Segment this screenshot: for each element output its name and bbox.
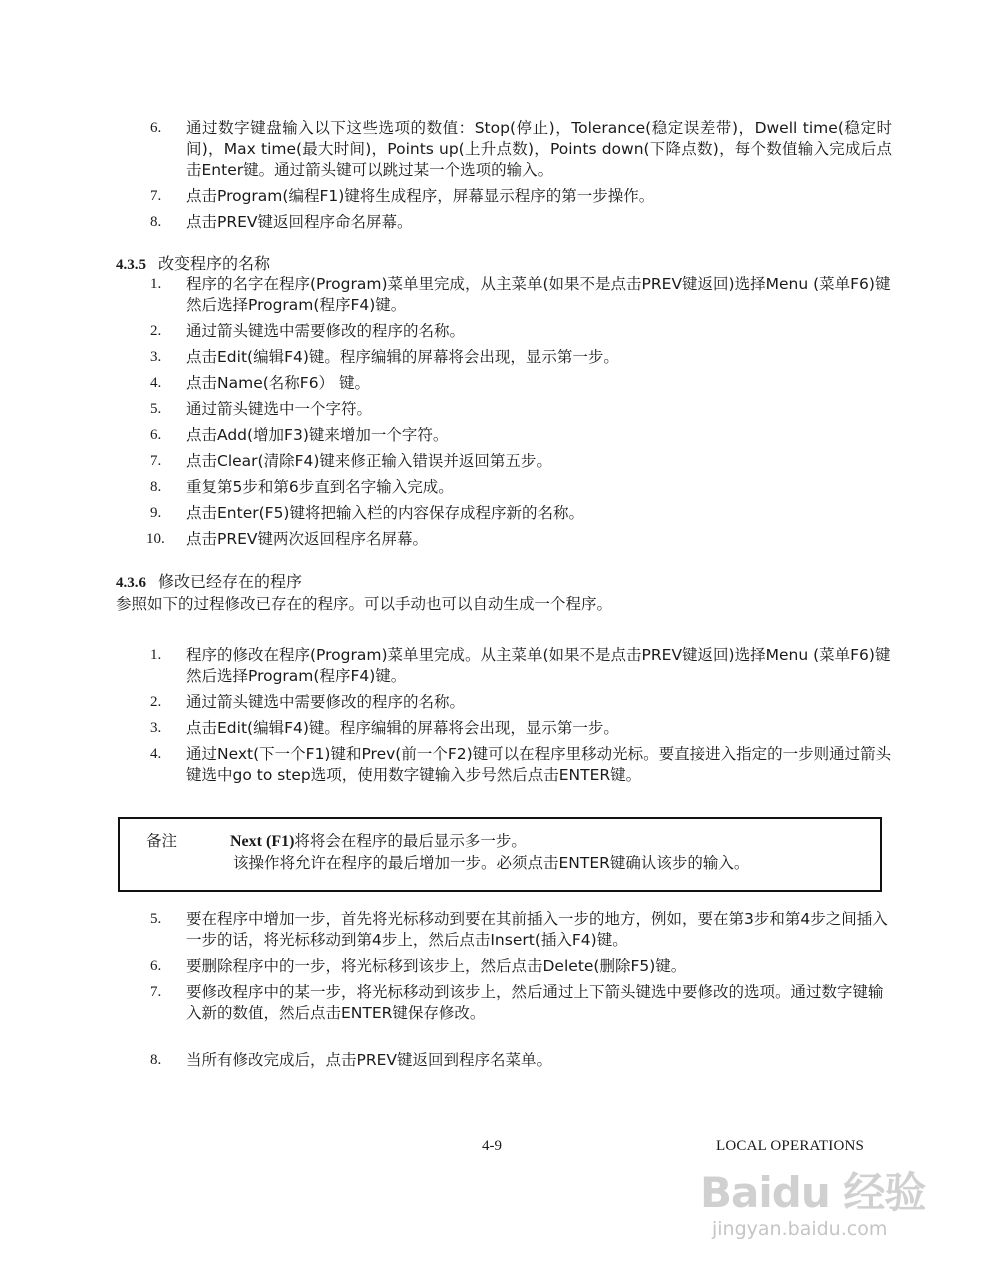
list-item [0, 718, 989, 739]
item-text: 要删除程序中的一步，将光标移到该步上，然后点击Delete(删除F5)键。 [186, 957, 687, 975]
item-number: 5. [150, 911, 162, 927]
item-number: 2. [150, 694, 162, 710]
list-item [0, 645, 989, 687]
item-text: 点击Enter(F5)键将把输入栏的内容保存成程序新的名称。 [186, 504, 584, 522]
item-number: 3. [150, 720, 162, 736]
item-text: 程序的名字在程序(Program)菜单里完成，从主菜单(如果不是点击PREV键返回)选择Menu (菜单F6)键然后选择Program(程序F4)键。 [186, 275, 891, 314]
section-intro: 参照如下的过程修改已存在的程序。可以手动也可以自动生成一个程序。 [116, 595, 613, 613]
item-number: 1. [150, 647, 162, 663]
list-item [0, 321, 989, 342]
item-number: 8. [150, 214, 162, 230]
section-number: 4.3.6 [116, 575, 146, 591]
section-heading-435 [116, 253, 270, 276]
item-number: 6. [150, 120, 162, 136]
item-text: 当所有修改完成后，点击PREV键返回到程序名菜单。 [186, 1051, 553, 1069]
note-box [118, 817, 882, 892]
item-text: 程序的修改在程序(Program)菜单里完成。从主菜单(如果不是点击PREV键返回)选择Menu (菜单F6)键然后选择Program(程序F4)键。 [186, 646, 891, 685]
item-text: 点击Program(编程F1)键将生成程序，屏幕显示程序的第一步操作。 [186, 187, 655, 205]
list-436-a [0, 645, 989, 791]
item-number: 5. [150, 401, 162, 417]
list-item [0, 186, 989, 207]
item-text: 点击Clear(清除F4)键来修正输入错误并返回第五步。 [186, 452, 552, 470]
chapter-title: LOCAL OPERATIONS [716, 1138, 865, 1154]
item-text: 通过Next(下一个F1)键和Prev(前一个F2)键可以在程序里移动光标。要直接进入指定的一步则通过箭头键选中go to step选项，使用数字键输入步号然后点击ENTER键。 [186, 745, 892, 784]
note-text-1: 将将会在程序的最后显示多一步。 [294, 832, 527, 850]
item-number: 3. [150, 349, 162, 365]
list-item [0, 477, 989, 498]
item-text: 通过箭头键选中一个字符。 [186, 400, 373, 418]
page-number: 4-9 [482, 1138, 502, 1154]
note-key: Next (F1) [230, 833, 295, 850]
note-label: 备注 [146, 832, 178, 850]
section-title: 改变程序的名称 [158, 254, 271, 273]
section-heading-436 [116, 571, 302, 594]
list-item [0, 529, 989, 550]
item-text: 重复第5步和第6步直到名字输入完成。 [186, 478, 454, 496]
item-number: 6. [150, 427, 162, 443]
item-number: 10. [146, 531, 165, 547]
item-text: 点击Name(名称F6） 键。 [186, 374, 370, 392]
item-number: 6. [150, 958, 162, 974]
item-text: 要在程序中增加一步，首先将光标移动到要在其前插入一步的地方，例如，要在第3步和第4步之间插入一步的话，将光标移动到第4步上，然后点击Insert(插入F4)键。 [186, 910, 888, 949]
list-435 [0, 274, 989, 555]
item-number: 1. [150, 276, 162, 292]
item-number: 4. [150, 746, 162, 762]
note-line-2: 该操作将允许在程序的最后增加一步。必须点击ENTER键确认该步的输入。 [233, 854, 750, 872]
section-number: 4.3.5 [116, 257, 146, 273]
baidu-watermark [700, 1160, 940, 1260]
list-item [0, 347, 989, 368]
note-line-1 [230, 829, 527, 851]
list-item [0, 451, 989, 472]
item-number: 2. [150, 323, 162, 339]
section-title: 修改已经存在的程序 [158, 572, 303, 591]
list-436-c [0, 1050, 989, 1076]
item-number: 9. [150, 505, 162, 521]
list-item [0, 692, 989, 713]
list-item [0, 425, 989, 446]
list-item [0, 956, 989, 977]
item-text: 通过数字键盘输入以下这些选项的数值：Stop(停止)，Tolerance(稳定误差带)，Dwell time(稳定时间)，Max time(最大时间)，Points up(上升点数)，Points down(下降点数)，每个数值输入完成后点击Enter键。通过箭头键可以跳过某一个选项的输入。 [186, 119, 892, 179]
item-number: 7. [150, 453, 162, 469]
list-item [0, 503, 989, 524]
list-item [0, 274, 989, 316]
list-item [0, 373, 989, 394]
item-text: 点击Edit(编辑F4)键。程序编辑的屏幕将会出现，显示第一步。 [186, 348, 619, 366]
item-text: 通过箭头键选中需要修改的程序的名称。 [186, 322, 466, 340]
item-number: 8. [150, 1052, 162, 1068]
watermark-logo: Baidu 经验 [700, 1168, 926, 1217]
list-item [0, 982, 989, 1024]
item-text: 点击PREV键两次返回程序名屏幕。 [186, 530, 429, 548]
list-top [0, 118, 989, 238]
item-number: 7. [150, 984, 162, 1000]
list-item [0, 399, 989, 420]
item-text: 点击Add(增加F3)键来增加一个字符。 [186, 426, 449, 444]
item-text: 点击Edit(编辑F4)键。程序编辑的屏幕将会出现，显示第一步。 [186, 719, 619, 737]
item-number: 4. [150, 375, 162, 391]
list-item [0, 212, 989, 233]
item-text: 要修改程序中的某一步，将光标移动到该步上，然后通过上下箭头键选中要修改的选项。通过数字键输入新的数值，然后点击ENTER键保存修改。 [186, 983, 884, 1022]
list-item [0, 1050, 989, 1071]
list-436-b [0, 909, 989, 1029]
item-text: 通过箭头键选中需要修改的程序的名称。 [186, 693, 466, 711]
list-item [0, 909, 989, 951]
item-text: 点击PREV键返回程序命名屏幕。 [186, 213, 413, 231]
list-item [0, 118, 989, 181]
item-number: 7. [150, 188, 162, 204]
watermark-url: jingyan.baidu.com [712, 1218, 888, 1240]
item-number: 8. [150, 479, 162, 495]
list-item [0, 744, 989, 786]
